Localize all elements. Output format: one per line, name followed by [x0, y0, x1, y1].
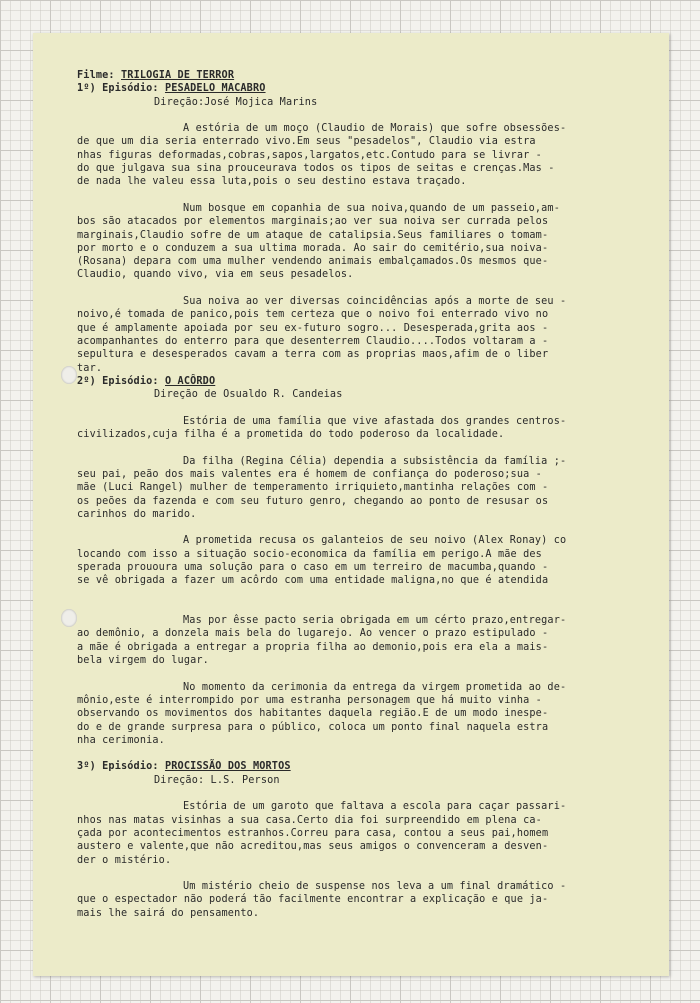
film-label: Filme:: [77, 70, 115, 81]
text-line: der o mistério.: [77, 854, 172, 866]
episode-label: 3º) Episódio:: [77, 761, 159, 773]
text-line: çada por acontecimentos estranhos.Correu para casa, contou a seus pai,homem: [77, 827, 549, 839]
episode-heading: [77, 82, 643, 95]
text-line: Um mistério cheio de suspense nos leva a um final dramático -: [183, 881, 567, 893]
text-line: Estória de uma família que vive afastada dos grandes centros-: [183, 415, 567, 427]
text-line: A estória de um moço (Claudio de Morais) que sofre obsessões-: [183, 123, 567, 135]
episode-title: PESADELO MACABRO: [164, 83, 266, 95]
text-line: acompanhantes do enterro para que desenterrem Claudio....Todos voltaram a -: [77, 335, 549, 347]
text-line: mais lhe sairá do pensamento.: [77, 907, 260, 919]
episode-heading: [77, 375, 643, 388]
text-line: a mãe é obrigada a entregar a propria filha ao demonio,pois era ela a mais-: [77, 641, 549, 653]
episode-direction: Direção de Osualdo R. Candeias: [154, 389, 343, 401]
text-line: que é amplamente apoiada por seu ex-futuro sogro... Desesperada,grita aos -: [77, 322, 549, 334]
text-line: sperada prououra uma solução para o caso em um terreiro de macumba,quando -: [77, 561, 549, 573]
punch-hole-top: [61, 366, 77, 384]
text-line: Mas por êsse pacto seria obrigada em um cérto prazo,entregar-: [183, 615, 567, 627]
text-line: tar.: [77, 362, 103, 374]
text-line: que o espectador não poderá tão facilmente encontrar a explicação e que ja-: [77, 894, 549, 906]
text-line: Num bosque em copanhia de sua noiva,quando de um passeio,am-: [183, 202, 561, 214]
film-title: TRILOGIA DE TERROR: [121, 70, 235, 81]
text-line: se vê obrigada a fazer um acôrdo com uma entidade maligna,no que é atendida: [77, 575, 549, 587]
text-line: nhos nas matas visinhas a sua casa.Certo dia foi surpreendido em plena ca-: [77, 814, 542, 826]
episode-direction: Direção: L.S. Person: [154, 774, 280, 786]
text-line: Sua noiva ao ver diversas coincidências após a morte de seu -: [183, 296, 567, 308]
episode-title: PROCISSÃO DOS MORTOS: [164, 761, 291, 773]
text-line: seu pai, peão dos mais valentes era é homem de confiança do poderoso;sua -: [77, 468, 542, 480]
text-line: No momento da cerimonia da entrega da virgem prometida ao de-: [183, 681, 567, 693]
episode-title: O ACÔRDO: [164, 375, 216, 387]
text-line: mãe (Luci Rangel) mulher de temperamento irriquieto,mantinha relações com -: [77, 482, 549, 494]
document-sheet: [33, 33, 669, 976]
episode-direction: Direção:José Mojica Marins: [154, 96, 318, 108]
text-line: noivo,é tomada de panico,pois tem certeza que o noivo foi enterrado vivo no: [77, 309, 549, 321]
text-line: observando os movimentos dos habitantes daquela região.E de um modo inespe-: [77, 708, 549, 720]
punch-hole-bottom: [61, 609, 77, 627]
episode-heading: [77, 760, 643, 773]
text-line: nha cerimonia.: [77, 734, 165, 746]
typewritten-text: [77, 69, 643, 920]
text-line: A prometida recusa os galanteios de seu noivo (Alex Ronay) co: [183, 535, 567, 547]
text-line: Da filha (Regina Célia) dependia a subsistência da família ;-: [183, 455, 567, 467]
text-line: por morto e o conduzem a sua ultima morada. Ao sair do cemitério,sua noiva-: [77, 242, 549, 254]
text-line: (Rosana) depara com uma mulher vendendo animais embalçamados.Os mesmos que-: [77, 256, 549, 268]
film-heading: [77, 69, 643, 82]
text-line: bela virgem do lugar.: [77, 655, 209, 667]
text-line: austero e valente,que não acreditou,mas seus amigos o convenceram a desven-: [77, 841, 549, 853]
text-line: Estória de um garoto que faltava a escola para caçar passari-: [183, 801, 567, 813]
text-line: de que um dia seria enterrado vivo.Em seus "pesadelos", Claudio via estra: [77, 136, 536, 148]
text-line: do e de grande surpresa para o público, coloca um ponto final naquela estra: [77, 721, 549, 733]
episode-label: 2º) Episódio:: [77, 375, 159, 387]
text-line: Claudio, quando vivo, via em seus pesadelos.: [77, 269, 354, 281]
text-line: sepultura e desesperados cavam a terra com as proprias maos,afim de o liber: [77, 349, 549, 361]
text-line: bos são atacados por elementos marginais;ao ver sua noiva ser currada pelos: [77, 216, 549, 228]
text-line: ao demônio, a donzela mais bela do lugarejo. Ao vencer o prazo estipulado -: [77, 628, 549, 640]
text-line: de nada lhe valeu essa luta,pois o seu destino estava traçado.: [77, 176, 467, 188]
text-line: do que julgava sua sina prouceurava todos os tipos de seitas e crenças.Mas -: [77, 163, 555, 175]
text-line: nhas figuras deformadas,cobras,sapos,largatos,etc.Contudo para se livrar -: [77, 149, 542, 161]
text-line: os peões da fazenda e com seu futuro genro, chegando ao ponto de resusar os: [77, 495, 549, 507]
text-line: civilizados,cuja filha é a prometida do todo poderoso da localidade.: [77, 429, 505, 441]
episode-label: 1º) Episódio:: [77, 83, 159, 95]
text-line: mônio,este é interrompido por uma estranha personagem que há muito vinha -: [77, 694, 542, 706]
text-line: carinhos do marido.: [77, 508, 197, 520]
text-line: locando com isso a situação socio-economica da família em perigo.A mãe des: [77, 548, 542, 560]
text-line: marginais,Claudio sofre de um ataque de catalipsia.Seus familiares o tomam-: [77, 229, 549, 241]
